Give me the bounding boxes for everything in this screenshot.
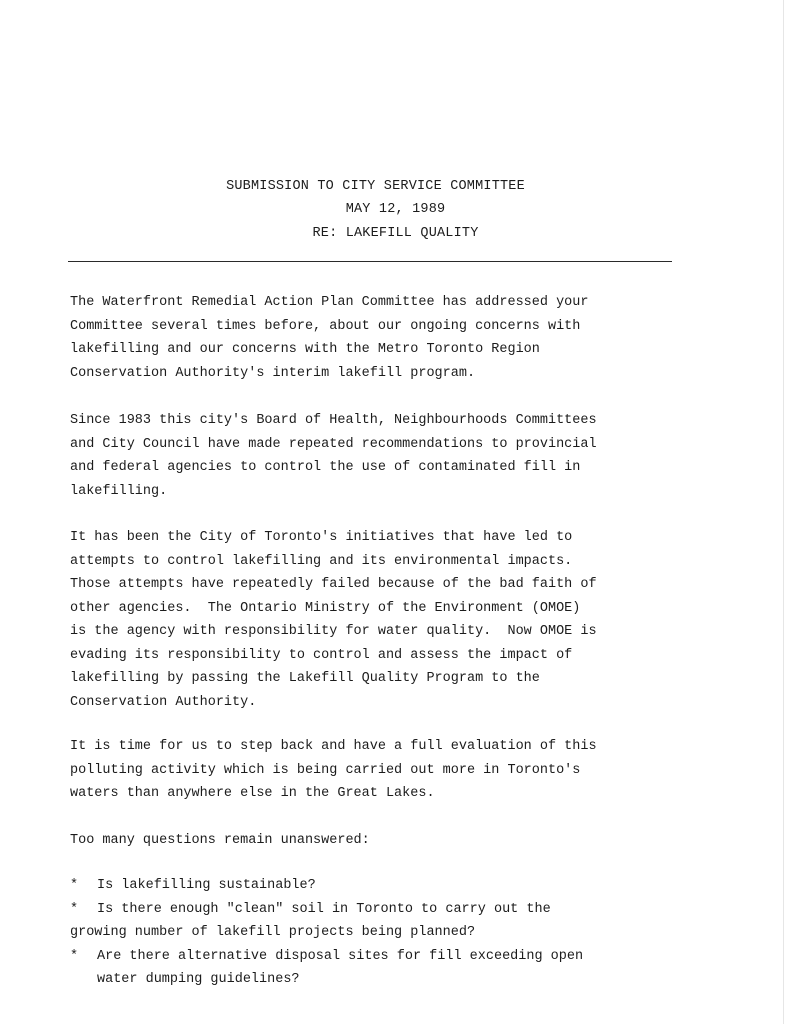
list-item <box>70 898 690 922</box>
list-item <box>70 945 690 969</box>
list-item <box>70 874 690 898</box>
document-title: SUBMISSION TO CITY SERVICE COMMITTEE <box>226 179 525 194</box>
list-item-continuation: water dumping guidelines? <box>97 972 300 987</box>
page-edge-line <box>783 0 784 1024</box>
bullet-marker: * <box>70 948 79 964</box>
list-item-text: Is there enough "clean" soil in Toronto to carry out the <box>97 901 551 917</box>
header-divider <box>68 261 672 262</box>
question-list <box>70 874 690 992</box>
paragraph-3: It has been the City of Toronto's initiatives that have led to attempts to control lakefilling and its environmental impacts. Those attempts have repeatedly failed because of the bad faith of other agencies. The Ontario Ministry of the Environment (OMOE) is the agency with responsibility for water quality. Now OMOE is evading its responsibility to control and assess the impact of lakefilling by passing the Lakefill Quality Program to the Conservation Authority. <box>70 530 597 710</box>
document-date: MAY 12, 1989 <box>345 202 446 217</box>
list-item-continuation: growing number of lakefill projects being planned? <box>70 925 476 940</box>
paragraph-1: The Waterfront Remedial Action Plan Committee has addressed your Committee several times before, about our ongoing concerns with lakefilling and our concerns with the Metro Toronto Region Conservation Authority's interim lakefill program. <box>70 295 589 381</box>
bullet-marker: * <box>70 901 79 917</box>
paragraph-4: It is time for us to step back and have a full evaluation of this polluting activity which is being carried out more in Toronto's waters than anywhere else in the Great Lakes. <box>70 739 597 801</box>
paragraph-2: Since 1983 this city's Board of Health, Neighbourhoods Committees and City Council have made repeated recommendations to provincial and federal agencies to control the use of contaminated fill in lakefilling. <box>70 413 597 499</box>
bullet-marker: * <box>70 878 79 893</box>
document-subject: RE: LAKEFILL QUALITY <box>312 226 479 241</box>
list-item-text: Are there alternative disposal sites for fill exceeding open <box>97 948 584 964</box>
paragraph-5: Too many questions remain unanswered: <box>70 833 370 848</box>
list-item-text: Is lakefilling sustainable? <box>97 878 316 893</box>
